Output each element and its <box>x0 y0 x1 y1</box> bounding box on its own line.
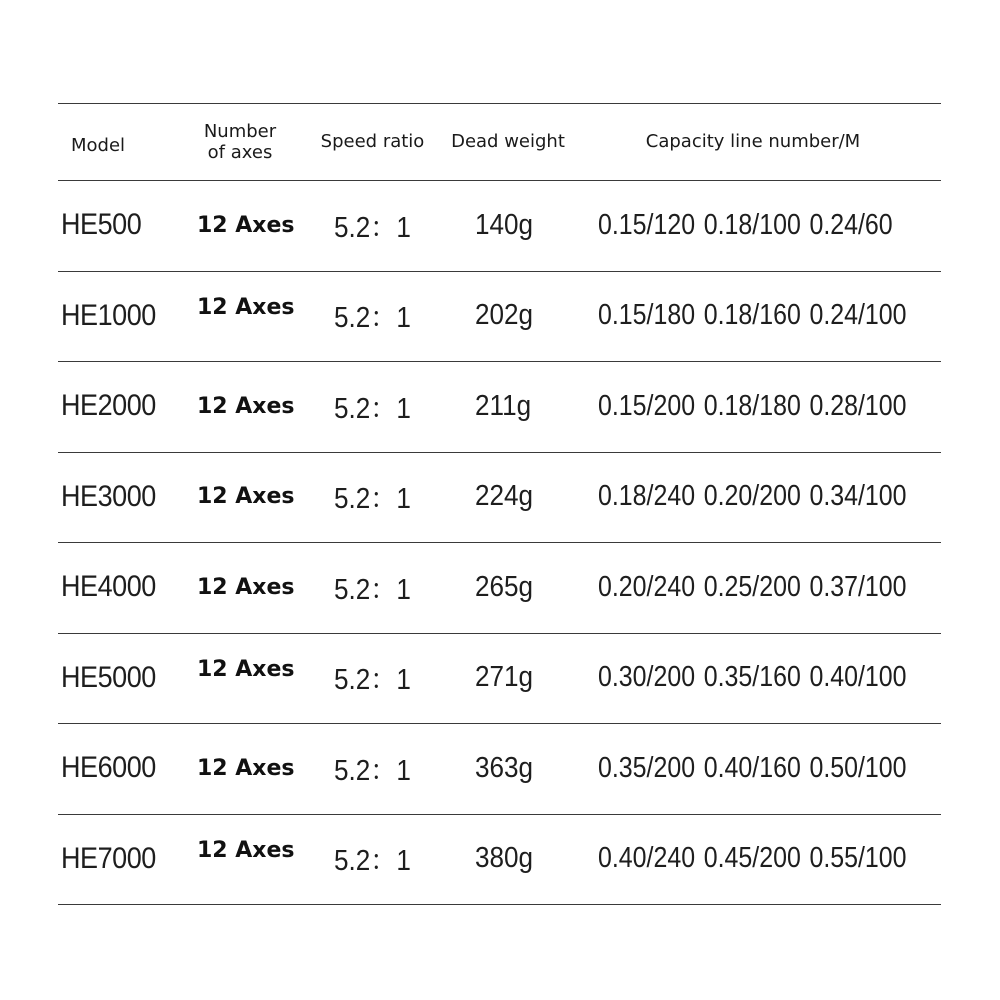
cell-capacity: 0.40/240 0.45/200 0.55/100 <box>598 842 907 874</box>
cell-axes: 12 Axes <box>197 484 295 509</box>
header-dead-weight: Dead weight <box>451 130 565 152</box>
cell-model: HE1000 <box>61 298 156 332</box>
cell-axes: 12 Axes <box>197 295 295 320</box>
header-capacity: Capacity line number/M <box>645 130 861 152</box>
cell-axes: 12 Axes <box>197 657 295 682</box>
cell-dead-weight: 271g <box>475 661 534 693</box>
cell-model: HE3000 <box>61 479 156 513</box>
cell-model: HE5000 <box>61 660 156 694</box>
table-row <box>58 453 941 544</box>
cell-axes: 12 Axes <box>197 212 295 238</box>
table-row <box>58 543 941 634</box>
table-bottom-rule <box>58 904 941 905</box>
cell-speed-ratio: 5.2：1 <box>334 664 411 696</box>
cell-dead-weight: 140g <box>475 208 534 241</box>
cell-speed-ratio: 5.2：1 <box>334 302 411 334</box>
cell-speed-ratio: 5.2：1 <box>334 483 411 515</box>
cell-dead-weight: 380g <box>475 842 534 874</box>
header-speed-ratio: Speed ratio <box>320 130 425 152</box>
cell-axes: 12 Axes <box>197 755 295 781</box>
header-model: Model <box>71 134 126 156</box>
cell-axes: 12 Axes <box>197 393 295 419</box>
table-row <box>58 272 941 363</box>
cell-dead-weight: 224g <box>475 480 534 512</box>
cell-model: HE500 <box>61 208 142 241</box>
cell-speed-ratio: 5.2：1 <box>334 754 411 787</box>
cell-model: HE2000 <box>61 389 156 422</box>
table-row <box>58 181 941 272</box>
cell-capacity: 0.15/120 0.18/100 0.24/60 <box>598 208 893 241</box>
cell-capacity: 0.35/200 0.40/160 0.50/100 <box>598 751 907 784</box>
cell-dead-weight: 202g <box>475 299 534 331</box>
table-row <box>58 634 941 725</box>
cell-axes: 12 Axes <box>197 838 295 863</box>
cell-dead-weight: 363g <box>475 751 534 784</box>
table-row <box>58 815 941 906</box>
cell-capacity: 0.20/240 0.25/200 0.37/100 <box>598 570 907 603</box>
cell-model: HE6000 <box>61 751 156 784</box>
cell-axes: 12 Axes <box>197 574 295 600</box>
cell-capacity: 0.30/200 0.35/160 0.40/100 <box>598 661 907 693</box>
header-axes-line-1: Number <box>203 121 277 142</box>
header-number-of-axes <box>190 104 290 180</box>
cell-speed-ratio: 5.2：1 <box>334 211 411 244</box>
cell-model: HE7000 <box>61 841 156 875</box>
cell-speed-ratio: 5.2：1 <box>334 573 411 606</box>
table-header <box>58 104 941 180</box>
spec-table <box>58 103 941 905</box>
cell-capacity: 0.15/200 0.18/180 0.28/100 <box>598 389 907 422</box>
cell-model: HE4000 <box>61 570 156 603</box>
cell-capacity: 0.15/180 0.18/160 0.24/100 <box>598 299 907 331</box>
cell-dead-weight: 265g <box>475 570 534 603</box>
cell-speed-ratio: 5.2：1 <box>334 392 411 425</box>
cell-dead-weight: 211g <box>475 389 532 422</box>
header-axes-line-2: of axes <box>207 142 273 163</box>
table-row <box>58 362 941 453</box>
cell-capacity: 0.18/240 0.20/200 0.34/100 <box>598 480 907 512</box>
table-row <box>58 724 941 815</box>
cell-speed-ratio: 5.2：1 <box>334 845 411 877</box>
